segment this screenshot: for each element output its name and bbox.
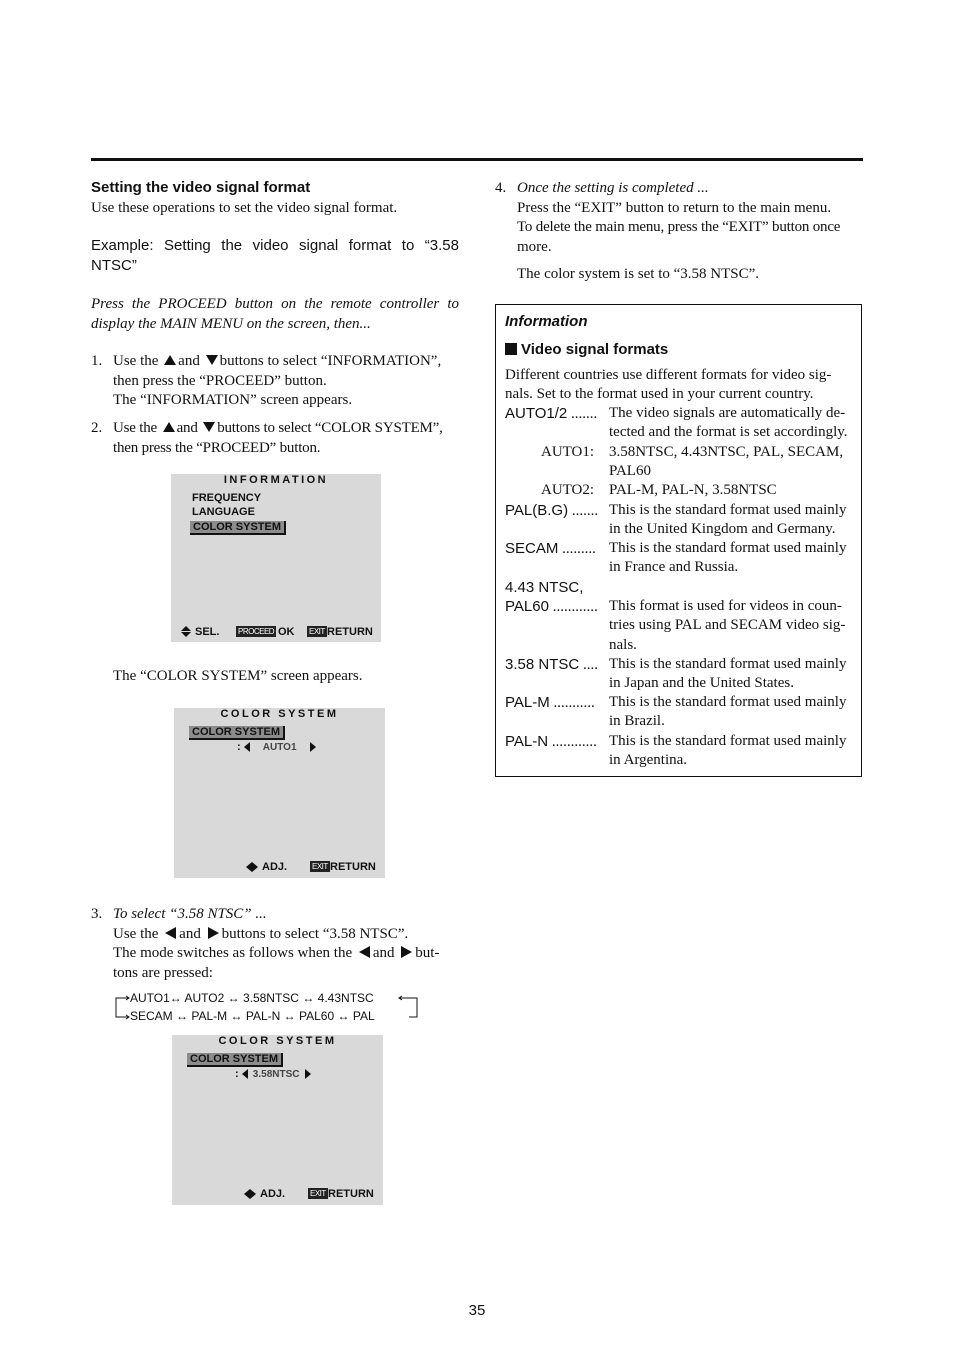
info-entry-pal-m — [505, 693, 855, 730]
step-1-line2: then press the “PROCEED” button. — [113, 372, 327, 389]
colon: : — [237, 741, 241, 753]
entry-label: PAL60 — [505, 598, 549, 615]
step-3 — [91, 905, 461, 983]
entry-desc-2: in the United Kingdom and Germany. — [609, 521, 836, 538]
seq-443ntsc: 4.43NTSC — [317, 991, 374, 1005]
up-arrow-icon — [163, 422, 175, 432]
step-1-number: 1. — [91, 353, 103, 369]
entry-label: AUTO1: — [541, 444, 595, 460]
info-intro — [505, 366, 855, 405]
right-arrow-icon — [208, 927, 219, 939]
entry-desc-1: This is the standard format used mainly — [609, 694, 847, 710]
color-system-screen-2 — [172, 1035, 383, 1205]
colon: : — [235, 1068, 239, 1080]
seq-sep: ↔ — [283, 1009, 296, 1023]
up-arrow-icon — [164, 355, 176, 365]
right-arrow-icon — [310, 742, 316, 752]
seq-secam: SECAM — [130, 1009, 173, 1023]
step-3-line4: tons are pressed: — [113, 964, 213, 981]
value-text: 3.58NTSC — [252, 1069, 300, 1080]
step-4 — [495, 179, 865, 285]
square-bullet-icon — [505, 343, 517, 355]
left-arrow-icon — [242, 1069, 248, 1079]
entry-desc-2: tected and the format is set accordingly. — [609, 424, 848, 441]
info-entry-auto12 — [505, 404, 855, 441]
menu-item-frequency: FREQUENCY — [192, 492, 262, 504]
info-entry-443ntsc — [505, 578, 855, 598]
left-right-icon — [246, 861, 258, 873]
mode-sequence — [113, 990, 423, 1026]
entry-dots: ............ — [548, 599, 598, 615]
step-3-post: buttons to select “3.58 NTSC”. — [221, 925, 409, 942]
info-entry-pal-n — [505, 732, 855, 769]
step-2 — [91, 419, 461, 458]
right-arrow-icon — [305, 1069, 311, 1079]
entry-dots: .... — [579, 657, 598, 673]
menu-item-language: LANGUAGE — [192, 506, 255, 518]
entry-desc-1: This format is used for videos in coun- — [609, 598, 842, 614]
info-entry-palbg — [505, 501, 855, 538]
seq-pal-n: PAL-N — [245, 1009, 281, 1023]
adj-label: ADJ. — [260, 1188, 286, 1200]
value-row — [237, 741, 316, 753]
entry-label: PAL-N — [505, 733, 549, 750]
top-rule — [91, 158, 863, 161]
entry-dots: ....... — [568, 503, 599, 519]
step-3-line3-and: and — [372, 945, 395, 961]
step-2-post: buttons to select “COLOR SYSTEM”, — [217, 420, 443, 436]
info-intro-l1: Different countries use different formats for video sig- — [505, 367, 832, 383]
step-3-line3-post: but- — [415, 945, 440, 961]
value-text: AUTO1 — [262, 742, 297, 753]
left-arrow-icon — [359, 946, 370, 958]
seq-sep: ↔ — [227, 991, 240, 1005]
entry-desc-3: nals. — [609, 636, 637, 653]
adj-label: ADJ. — [262, 861, 288, 873]
info-title: Information — [505, 313, 588, 330]
proceed-tag: PROCEED — [238, 627, 275, 636]
return-label: RETURN — [327, 626, 373, 638]
seq-sep: ↔ — [337, 1009, 350, 1023]
exit-tag: EXIT — [310, 1189, 326, 1198]
seq-sep: ↔ — [176, 1009, 189, 1023]
information-screen — [171, 474, 381, 642]
entry-desc-2: tries using PAL and SECAM video sig- — [609, 617, 846, 634]
down-arrow-icon — [206, 355, 218, 365]
step-1-line3: The “INFORMATION” screen appears. — [113, 392, 353, 408]
seq-sep: ↔ — [169, 991, 182, 1005]
seq-pal-m: PAL-M — [191, 1009, 228, 1023]
info-subheading — [505, 341, 668, 358]
entry-desc-1: PAL-M, PAL-N, 3.58NTSC — [609, 482, 777, 498]
step-4-number: 4. — [495, 180, 507, 196]
entry-desc-2: in Argentina. — [609, 752, 688, 769]
entry-label: AUTO2: — [541, 482, 595, 498]
exit-tag: EXIT — [312, 862, 328, 871]
step-3-line3: The mode switches as follows when the — [113, 945, 353, 961]
screen-title: INFORMATION — [223, 474, 329, 486]
seq-358ntsc: 3.58NTSC — [242, 991, 299, 1005]
sequence-row-2 — [130, 1009, 375, 1023]
step-4-title: Once the setting is completed ... — [517, 180, 709, 196]
entry-desc-1: The video signals are automatically de- — [609, 405, 846, 421]
ok-label: OK — [278, 626, 295, 638]
step-4-result: The color system is set to “3.58 NTSC”. — [517, 266, 760, 282]
left-right-icon — [244, 1188, 256, 1200]
entry-label: PAL-M — [505, 694, 550, 711]
up-down-icon — [181, 626, 191, 637]
example-text: Example: Setting the video signal format to “3.58 NTSC” — [91, 237, 459, 274]
entry-desc-2: in Brazil. — [609, 713, 665, 730]
value-row — [235, 1068, 311, 1080]
info-entry-358ntsc — [505, 655, 855, 692]
step-4-line2: To delete the main menu, press the “EXIT” button once — [517, 219, 841, 235]
left-arrow-icon — [244, 742, 250, 752]
section-heading: Setting the video signal format — [91, 179, 311, 196]
step-4-line1: Press the “EXIT” button to return to the main menu. — [517, 199, 832, 216]
return-label: RETURN — [328, 1188, 374, 1200]
page-number: 35 — [468, 1302, 486, 1319]
step-3-title: To select “3.58 NTSC” ... — [113, 906, 267, 922]
step-1-text: Use the — [113, 353, 159, 369]
entry-dots: ......... — [558, 541, 596, 557]
entry-desc-1: This is the standard format used mainly — [609, 502, 847, 518]
entry-dots: ........... — [549, 695, 595, 711]
seq-sep: ↔ — [302, 991, 315, 1005]
sequence-row-1 — [130, 991, 374, 1005]
info-entry-pal60 — [505, 597, 855, 653]
step-2-line2: then press the “PROCEED” button. — [113, 439, 321, 456]
seq-auto2: AUTO2 — [184, 991, 225, 1005]
entry-desc-2: PAL60 — [609, 463, 651, 480]
entry-dots: ....... — [567, 406, 598, 422]
step-3-text: Use the — [113, 925, 159, 942]
entry-label: SECAM — [505, 540, 559, 557]
return-label: RETURN — [330, 861, 376, 873]
info-subheading-text: Video signal formats — [521, 341, 669, 358]
seq-sep: ↔ — [230, 1009, 243, 1023]
section-intro: Use these operations to set the video signal format. — [91, 200, 398, 216]
entry-label: PAL(B.G) — [505, 502, 569, 519]
information-box — [495, 304, 862, 777]
menu-item-color-system: COLOR SYSTEM — [187, 1053, 283, 1067]
down-arrow-icon — [203, 422, 215, 432]
step-1-and: and — [178, 353, 200, 369]
entry-label: AUTO1/2 — [505, 405, 568, 422]
step-3-and: and — [179, 925, 201, 942]
instruction-text: Press the PROCEED button on the remote controller to display the MAIN MENU on the screen, then... — [91, 296, 459, 332]
info-intro-l2: nals. Set to the format used in your current country. — [505, 386, 814, 403]
step-2-number: 2. — [91, 420, 103, 436]
entry-desc-2: in Japan and the United States. — [609, 675, 794, 692]
exit-tag: EXIT — [309, 627, 325, 636]
entry-label: 4.43 NTSC, — [505, 579, 584, 596]
menu-item-color-system: COLOR SYSTEM — [189, 726, 285, 740]
step-2-text: Use the — [113, 420, 158, 436]
screen-title: COLOR SYSTEM — [218, 1035, 337, 1047]
entry-desc-1: 3.58NTSC, 4.43NTSC, PAL, SECAM, — [609, 444, 844, 460]
entry-dots: ............ — [548, 734, 597, 750]
entry-label: 3.58 NTSC — [505, 656, 580, 673]
entry-desc-1: This is the standard format used mainly — [609, 540, 847, 556]
seq-pal60: PAL60 — [299, 1009, 335, 1023]
seq-pal: PAL — [352, 1009, 375, 1023]
info-entry-secam — [505, 539, 855, 576]
left-arrow-icon — [165, 927, 176, 939]
entry-desc-1: This is the standard format used mainly — [609, 733, 847, 749]
menu-item-color-system: COLOR SYSTEM — [190, 521, 286, 535]
step-4-line3: more. — [517, 238, 552, 255]
color-system-screen-1 — [174, 708, 385, 878]
after-screen-text: The “COLOR SYSTEM” screen appears. — [113, 668, 363, 684]
entry-desc-2: in France and Russia. — [609, 559, 739, 576]
step-1 — [91, 352, 461, 411]
step-1-post: buttons to select “INFORMATION”, — [219, 353, 442, 369]
step-2-and: and — [176, 420, 198, 436]
sel-label: SEL. — [195, 626, 220, 638]
seq-auto1: AUTO1 — [130, 991, 170, 1005]
right-arrow-icon — [401, 946, 412, 958]
screen-title: COLOR SYSTEM — [220, 708, 339, 720]
entry-desc-1: This is the standard format used mainly — [609, 656, 847, 672]
step-3-number: 3. — [91, 906, 103, 922]
